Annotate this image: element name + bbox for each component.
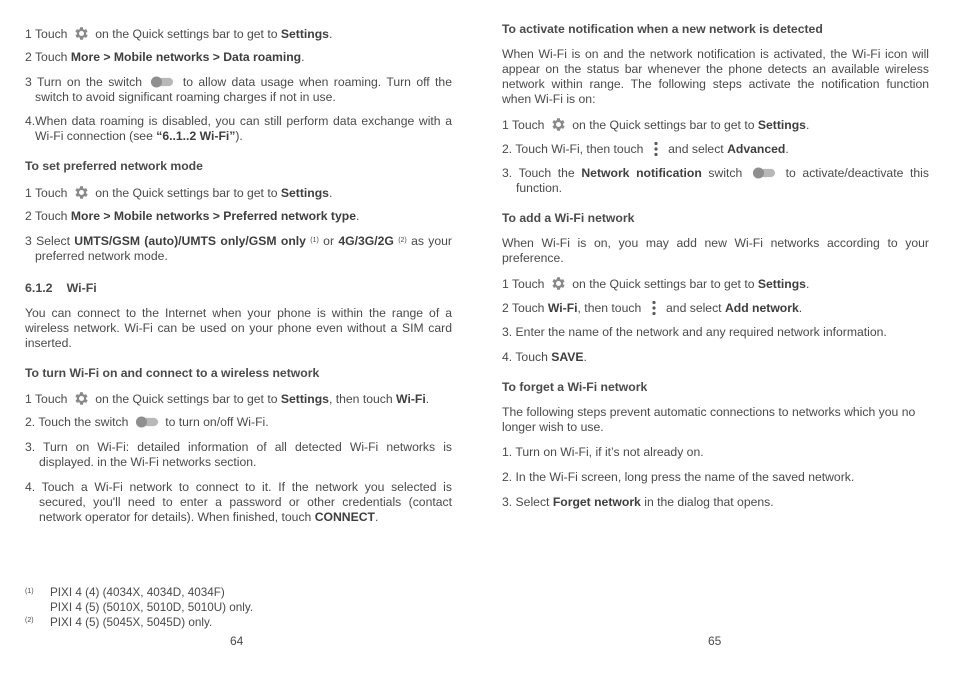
- forget-network-step-2: 2. In the Wi-Fi screen, long press the name of the saved network.: [502, 470, 855, 484]
- toggle-switch-icon: [752, 167, 776, 179]
- notification-heading: To activate notification when a new network is detected: [502, 22, 823, 36]
- roaming-step-2: 2 Touch More > Mobile networks > Data roaming.: [25, 50, 305, 64]
- footnote-mark-2: (2): [25, 617, 34, 624]
- gear-icon: [550, 275, 567, 292]
- wifi-intro: You can connect to the Internet when your phone is within the range of a wireless network. Wi-Fi can be used on your phone even without a SIM card inserted.: [25, 306, 452, 350]
- gear-icon: [73, 390, 90, 407]
- add-network-heading: To add a Wi-Fi network: [502, 211, 635, 225]
- forget-network-intro: The following steps prevent automatic connections to networks which you no longer wish to use.: [502, 405, 916, 434]
- turn-on-step-4: 4. Touch a Wi-Fi network to connect to it. If the network you selected is secured, you'll need to enter a password or other credentials (contact network operator for details). When finished, touch CONNECT.: [25, 480, 452, 524]
- turn-on-step-1: 1 Touch on the Quick settings bar to get to Settings, then touch Wi-Fi.: [25, 392, 430, 406]
- gear-icon: [550, 116, 567, 133]
- section-number: 6.1.2: [25, 281, 53, 295]
- footnote-2-line-1: PIXI 4 (5) (5045X, 5045D) only.: [50, 616, 213, 629]
- footnote-mark-1: (1): [25, 588, 34, 595]
- notification-step-3: 3. Touch the Network notification switch to activate/deactivate this function.: [502, 166, 929, 195]
- notification-step-2: 2. Touch Wi-Fi, then touch and select Advanced.: [502, 142, 789, 156]
- gear-icon: [73, 25, 90, 42]
- forget-network-step-3: 3. Select Forget network in the dialog that opens.: [502, 495, 774, 509]
- add-network-step-1: 1 Touch on the Quick settings bar to get to Settings.: [502, 277, 810, 291]
- footnote-ref-1: (1): [310, 237, 319, 244]
- more-vertical-icon: [647, 300, 661, 316]
- add-network-intro: When Wi-Fi is on, you may add new Wi-Fi networks according to your preference.: [502, 236, 929, 265]
- roaming-step-4: 4.When data roaming is disabled, you can still perform data exchange with a Wi-Fi connection (see “6..1..2 Wi-Fi”).: [25, 114, 452, 143]
- page-number-right: 65: [708, 634, 722, 648]
- preferred-step-2: 2 Touch More > Mobile networks > Preferred network type.: [25, 209, 360, 223]
- section-heading: [25, 281, 97, 296]
- notification-intro: When Wi-Fi is on and the network notification is activated, the Wi-Fi icon will appear on the status bar whenever the phone detects an available wireless network within range. The following steps activate the notification function when Wi-Fi is on:: [502, 47, 929, 106]
- preferred-mode-heading: To set preferred network mode: [25, 159, 203, 173]
- toggle-switch-icon: [150, 76, 174, 88]
- turn-on-step-3: 3. Turn on Wi-Fi: detailed information of all detected Wi-Fi networks is displayed. in the Wi-Fi networks section.: [25, 440, 452, 469]
- add-network-step-3: 3. Enter the name of the network and any required network information.: [502, 325, 887, 339]
- footnote-1-line-2: PIXI 4 (5) (5010X, 5010D, 5010U) only.: [50, 601, 254, 614]
- add-network-step-4: 4. Touch SAVE.: [502, 350, 587, 364]
- roaming-step-3: 3 Turn on the switch to allow data usage when roaming. Turn off the switch to avoid significant roaming charges if not in use.: [25, 75, 452, 104]
- forget-network-step-1: 1. Turn on Wi-Fi, if it’s not already on.: [502, 445, 704, 459]
- notification-step-1: 1 Touch on the Quick settings bar to get to Settings.: [502, 118, 810, 132]
- turn-on-step-2: 2. Touch the switch to turn on/off Wi-Fi.: [25, 415, 269, 429]
- preferred-step-3: 3 Select UMTS/GSM (auto)/UMTS only/GSM only $^{(1)}$ or 4G/3G/2G $^{(2)}$ as your preferred network mode.: [25, 234, 452, 263]
- preferred-step-1: 1 Touch on the Quick settings bar to get to Settings.: [25, 186, 333, 200]
- page-number-left: 64: [230, 634, 244, 648]
- gear-icon: [73, 184, 90, 201]
- footnote-1-line-1: PIXI 4 (4) (4034X, 4034D, 4034F): [50, 586, 225, 599]
- more-vertical-icon: [649, 141, 663, 157]
- add-network-step-2: 2 Touch Wi-Fi, then touch and select Add network.: [502, 301, 803, 315]
- footnote-ref-2: (2): [398, 237, 407, 244]
- toggle-switch-icon: [135, 416, 159, 428]
- forget-network-heading: To forget a Wi-Fi network: [502, 380, 648, 394]
- roaming-step-1: 1 Touch on the Quick settings bar to get to Settings.: [25, 27, 333, 41]
- turn-on-wifi-heading: To turn Wi-Fi on and connect to a wireless network: [25, 366, 320, 380]
- section-title: Wi-Fi: [66, 281, 97, 295]
